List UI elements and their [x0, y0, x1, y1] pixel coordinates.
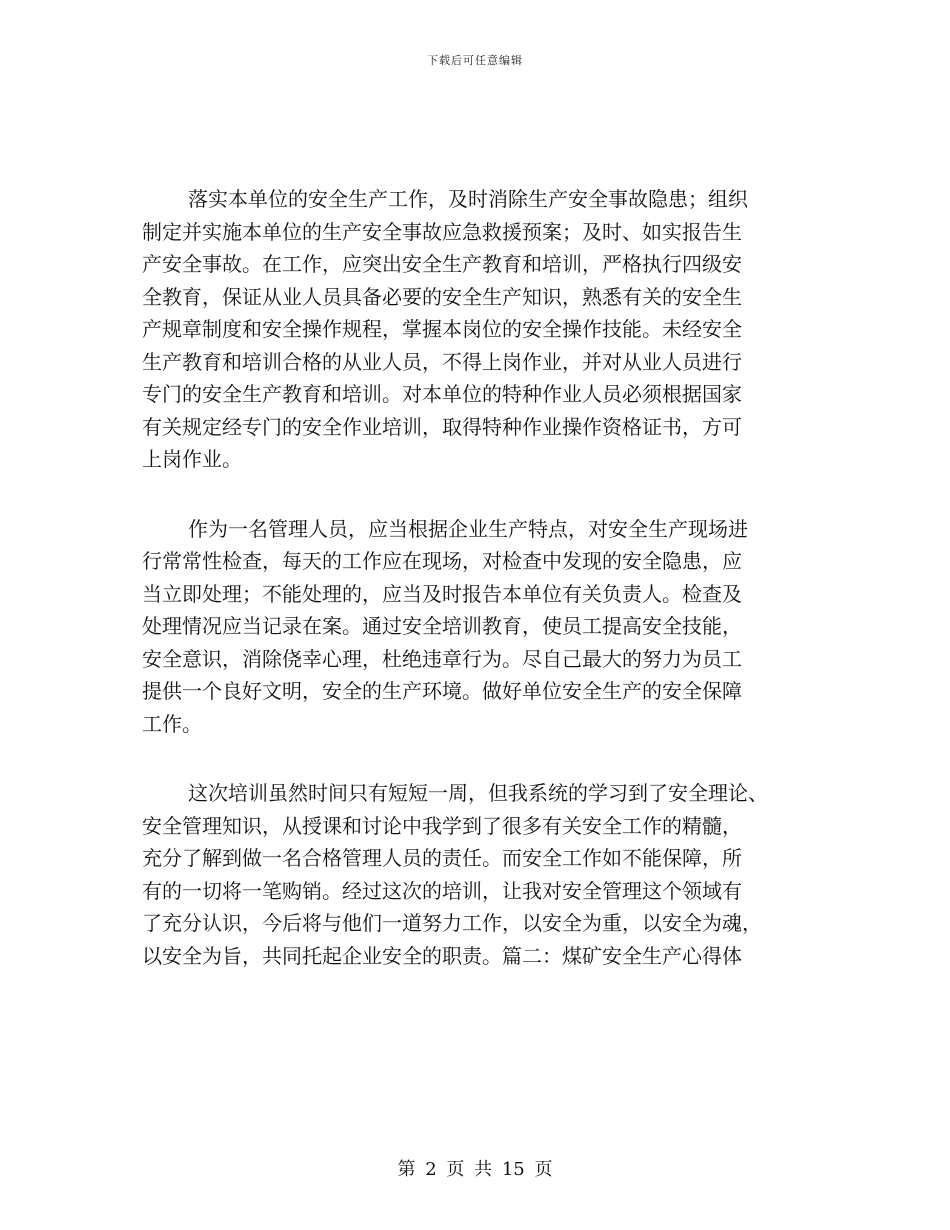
text-line: 行常常性检查，每天的工作应在现场，对检查中发现的安全隐患，应 — [142, 549, 742, 573]
text-line: 有的一切将一笔购销。经过这次的培训，让我对安全管理这个领域有 — [142, 878, 742, 903]
document-body — [142, 183, 810, 1009]
text-line: 处理情况应当记录在案。通过安全培训教育，使员工提高安全技能， — [142, 614, 742, 638]
text-line: 有关规定经专门的安全作业培训，取得特种作业操作资格证书，方可 — [142, 414, 742, 439]
text-line: 安全管理知识，从授课和讨论中我学到了很多有关安全工作的精髓， — [142, 813, 742, 838]
text-line: 提供一个良好文明，安全的生产环境。做好单位安全生产的安全保障 — [142, 679, 742, 703]
page-header: 下载后可任意编辑 — [427, 54, 523, 67]
text-line: 这次培训虽然时间只有短短一周，但我系统的学习到了安全理论、 — [188, 781, 768, 805]
text-line: 产安全事故。在工作，应突出安全生产教育和培训，严格执行四级安 — [142, 252, 742, 276]
text-line: 当立即处理；不能处理的，应当及时报告本单位有关负责人。检查及 — [142, 581, 742, 606]
text-line: 落实本单位的安全生产工作，及时消除生产安全事故隐患；组织 — [188, 187, 748, 211]
text-line: 工作。 — [142, 711, 202, 736]
text-line: 生产教育和培训合格的从业人员，不得上岗作业，并对从业人员进行 — [142, 349, 742, 374]
paragraph-2 — [142, 513, 810, 741]
page-number-footer: 第 2 页 共 15 页 — [397, 1159, 553, 1180]
text-line: 充分了解到做一名合格管理人员的责任。而安全工作如不能保障，所 — [142, 846, 742, 870]
text-line: 安全意识，消除侥幸心理，杜绝违章行为。尽自己最大的努力为员工 — [142, 646, 742, 671]
text-line: 全教育，保证从业人员具备必要的安全生产知识，熟悉有关的安全生 — [142, 284, 742, 309]
text-line: 作为一名管理人员，应当根据企业生产特点，对安全生产现场进 — [188, 516, 748, 541]
text-line: 制定并实施本单位的生产安全事故应急救援预案；及时、如实报告生 — [142, 219, 742, 244]
text-line: 上岗作业。 — [142, 447, 242, 471]
text-line: 专门的安全生产教育和培训。对本单位的特种作业人员必须根据国家 — [142, 382, 742, 406]
paragraph-3 — [142, 777, 810, 972]
text-line: 以安全为旨，共同托起企业安全的职责。篇二：煤矿安全生产心得体 — [142, 943, 742, 968]
text-line: 产规章制度和安全操作规程，掌握本岗位的安全操作技能。未经安全 — [142, 317, 742, 341]
text-line: 了充分认识，今后将与他们一道努力工作，以安全为重，以安全为魂， — [142, 911, 762, 935]
paragraph-1 — [142, 183, 810, 476]
